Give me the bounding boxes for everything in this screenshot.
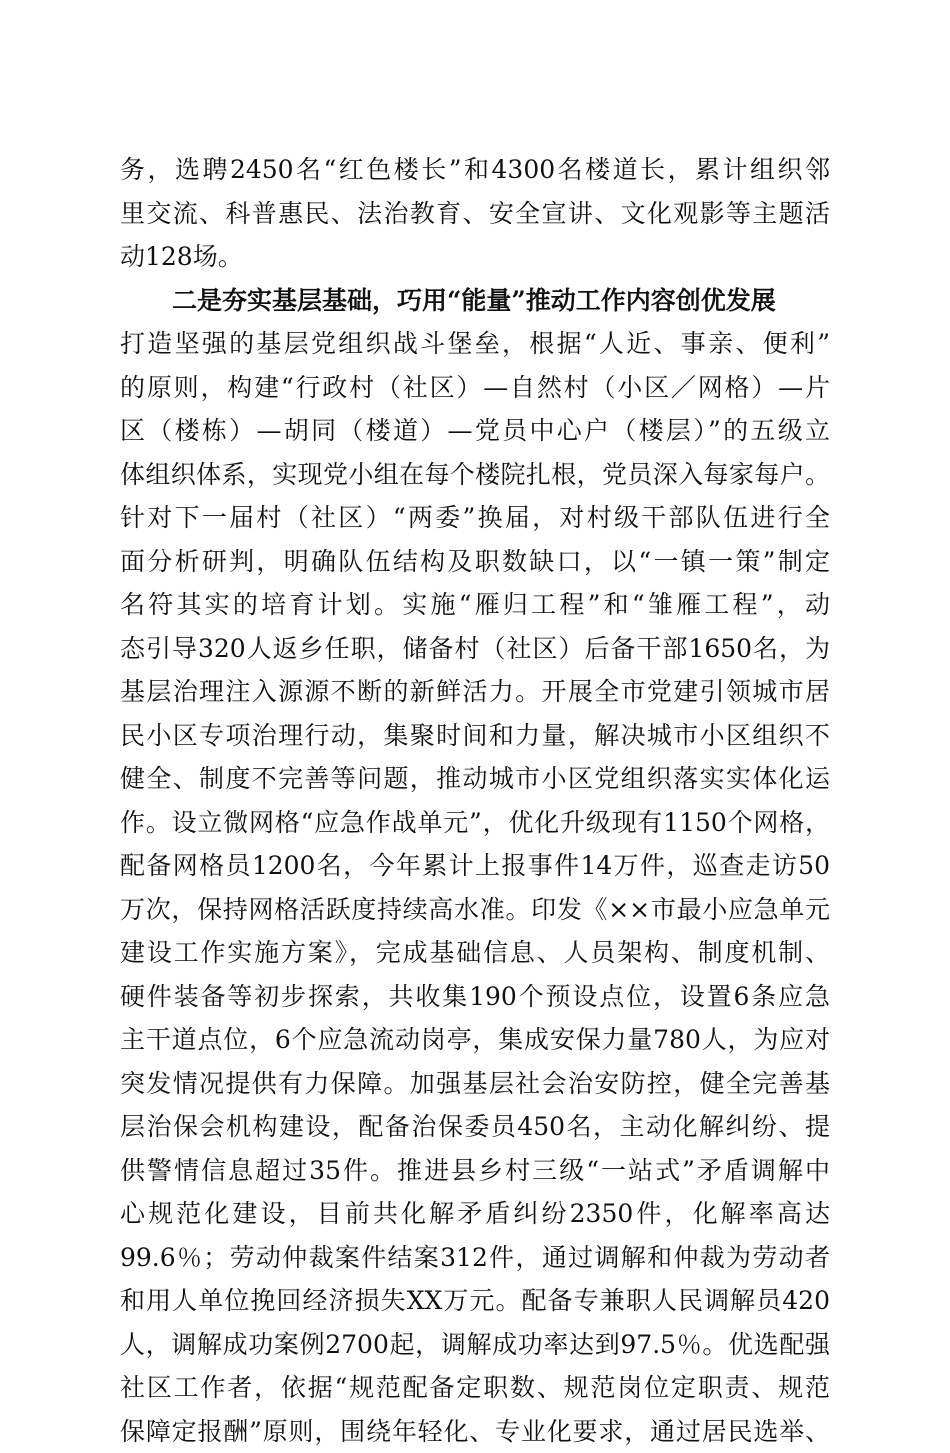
section-heading: 二是夯实基层基础，巧用“能量”推动工作内容创优发展	[120, 279, 830, 323]
text-line: 99.6％；劳动仲裁案件结案312件，通过调解和仲裁为劳动者	[120, 1236, 830, 1280]
text-line: 动128场。	[120, 235, 830, 279]
text-line: 针对下一届村（社区）“两委”换届，对村级干部队伍进行全	[120, 496, 830, 540]
text-line: 民小区专项治理行动，集聚时间和力量，解决城市小区组织不	[120, 714, 830, 758]
text-line: 突发情况提供有力保障。加强基层社会治安防控，健全完善基	[120, 1062, 830, 1106]
text-line: 主干道点位，6个应急流动岗亭，集成安保力量780人，为应对	[120, 1018, 830, 1062]
text-line: 层治保会机构建设，配备治保委员450名，主动化解纠纷、提	[120, 1105, 830, 1149]
text-line: 配备网格员1200名，今年累计上报事件14万件，巡查走访50	[120, 844, 830, 888]
text-line: 名符其实的培育计划。实施“雁归工程”和“雏雁工程”，动	[120, 583, 830, 627]
text-line: 健全、制度不完善等问题，推动城市小区党组织落实实体化运	[120, 757, 830, 801]
text-line: 和用人单位挽回经济损失XX万元。配备专兼职人民调解员420	[120, 1279, 830, 1323]
text-line: 社区工作者，依据“规范配备定职数、规范岗位定职责、规范	[120, 1366, 830, 1410]
text-line: 的原则，构建“行政村（社区）—自然村（小区／网格）—片	[120, 366, 830, 410]
text-line: 务，选聘2450名“红色楼长”和4300名楼道长，累计组织邻	[120, 148, 830, 192]
text-line: 体组织体系，实现党小组在每个楼院扎根，党员深入每家每户。	[120, 453, 830, 497]
document-body	[120, 148, 830, 1453]
text-line: 里交流、科普惠民、法治教育、安全宣讲、文化观影等主题活	[120, 192, 830, 236]
text-line: 万次，保持网格活跃度持续高水准。印发《××市最小应急单元	[120, 888, 830, 932]
text-line: 硬件装备等初步探索，共收集190个预设点位，设置6条应急	[120, 975, 830, 1019]
text-line: 保障定报酬”原则，围绕年轻化、专业化要求，通过居民选举、	[120, 1410, 830, 1453]
text-line: 心规范化建设，目前共化解矛盾纠纷2350件，化解率高达	[120, 1192, 830, 1236]
text-line: 态引导320人返乡任职，储备村（社区）后备干部1650名，为	[120, 627, 830, 671]
text-line: 建设工作实施方案》，完成基础信息、人员架构、制度机制、	[120, 931, 830, 975]
text-line: 基层治理注入源源不断的新鲜活力。开展全市党建引领城市居	[120, 670, 830, 714]
text-line: 人，调解成功案例2700起，调解成功率达到97.5％。优选配强	[120, 1323, 830, 1367]
text-line: 面分析研判，明确队伍结构及职数缺口，以“一镇一策”制定	[120, 540, 830, 584]
text-line: 供警情信息超过35件。推进县乡村三级“一站式”矛盾调解中	[120, 1149, 830, 1193]
text-line: 打造坚强的基层党组织战斗堡垒，根据“人近、事亲、便利”	[120, 322, 830, 366]
text-line: 区（楼栋）—胡同（楼道）—党员中心户（楼层）”的五级立	[120, 409, 830, 453]
text-line: 作。设立微网格“应急作战单元”，优化升级现有1150个网格，	[120, 801, 830, 845]
